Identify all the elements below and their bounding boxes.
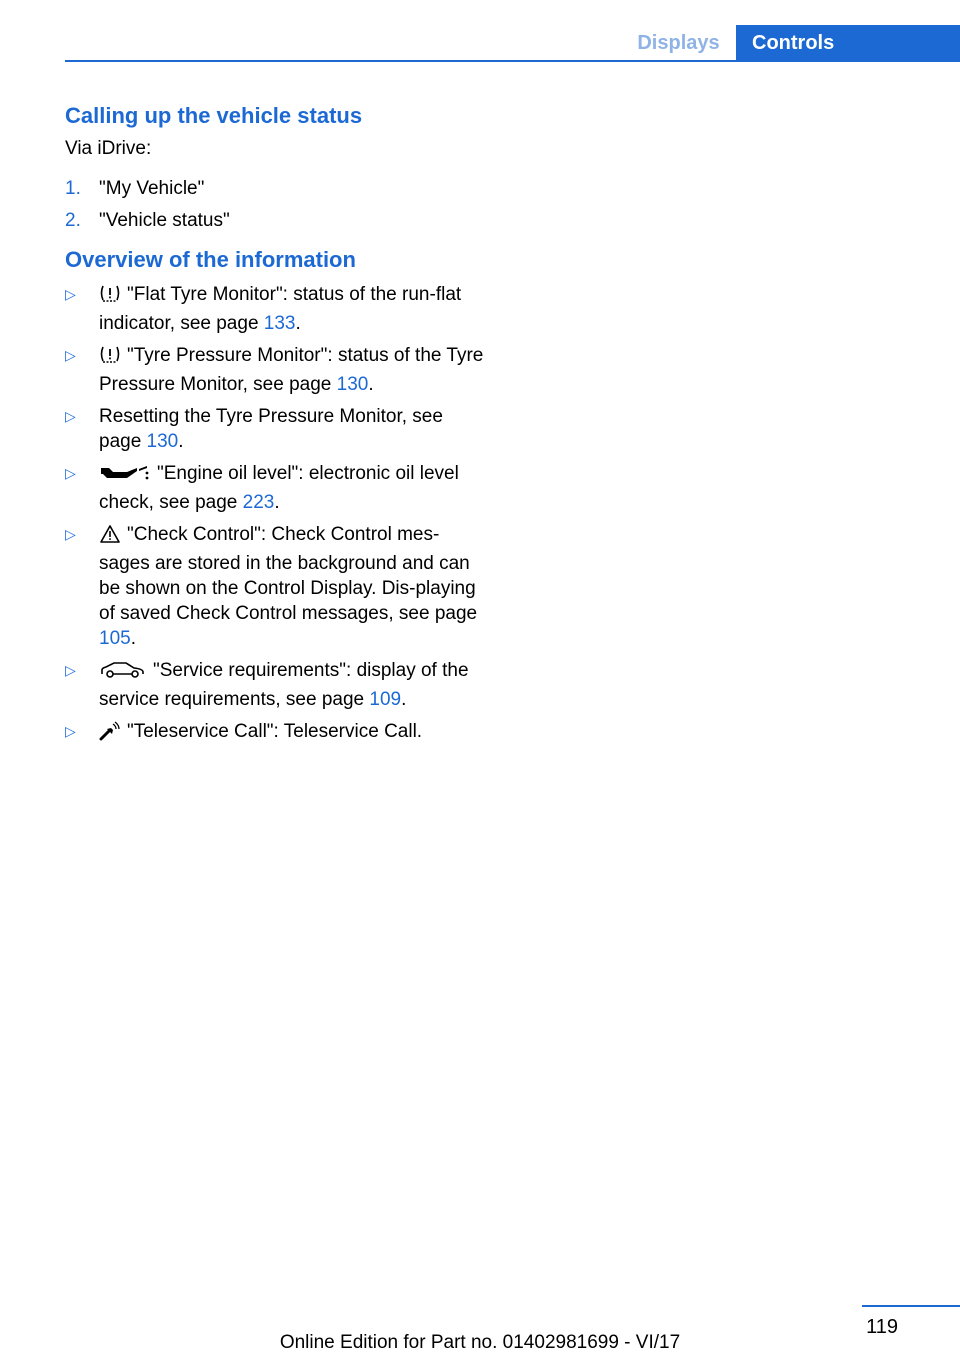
list-item-text (99, 658, 485, 712)
header-rule (65, 60, 960, 62)
list-item (65, 719, 485, 748)
step-number: 2. (65, 210, 81, 231)
bullet-arrow-icon: ▷ (65, 662, 76, 678)
list-item (65, 658, 485, 712)
list-item (65, 461, 485, 515)
car-service-icon (99, 660, 147, 687)
page-ref-link[interactable]: 130 (146, 431, 179, 452)
step-text: "Vehicle status" (99, 210, 230, 231)
page-ref-link[interactable]: 105 (99, 628, 131, 649)
bullet-arrow-icon: ▷ (65, 347, 76, 363)
tyre-warning-icon (99, 345, 121, 372)
item-text: "Engine oil level": electronic oil level check, see page (99, 463, 459, 513)
tyre-warning-icon (99, 284, 121, 311)
wrench-signal-icon (99, 721, 121, 748)
bullet-arrow-icon: ▷ (65, 723, 76, 739)
footer-rule (862, 1305, 960, 1307)
list-item (65, 404, 485, 454)
page-ref-link[interactable]: 109 (369, 689, 402, 710)
list-item (65, 522, 485, 651)
item-text: "Check Control": Check Control mes-sages are stored in the background and can be shown on the Control Display. Dis-playing of saved Check Control messages, see page (99, 524, 478, 624)
item-suffix: . (130, 628, 136, 649)
list-item-text (99, 282, 485, 336)
list-item-text (99, 343, 485, 397)
step-text: "My Vehicle" (99, 178, 205, 199)
bullet-arrow-icon: ▷ (65, 408, 76, 424)
list-item (65, 343, 485, 397)
steps-list (65, 176, 485, 234)
page-ref-link[interactable]: 130 (336, 374, 369, 395)
item-text: "Service requirements": display of the service requirements, see page (99, 660, 469, 710)
step-item (65, 208, 485, 234)
section-title-vehicle-status: Calling up the vehicle status (65, 103, 363, 128)
item-suffix: . (401, 689, 407, 710)
tab-controls[interactable]: Controls (736, 25, 960, 61)
warning-triangle-icon (99, 524, 121, 551)
oil-can-icon (99, 463, 151, 490)
list-item-text (99, 719, 485, 748)
list-item-text (99, 461, 485, 515)
bullet-arrow-icon: ▷ (65, 465, 76, 481)
section-title-overview: Overview of the information (65, 247, 356, 272)
item-text: Resetting the Tyre Pressure Monitor, see page (99, 406, 443, 452)
list-item-text (99, 404, 485, 454)
page-content (65, 100, 485, 755)
page-ref-link[interactable]: 133 (263, 313, 296, 334)
list-item-text (99, 522, 485, 651)
list-item (65, 282, 485, 336)
item-text: "Flat Tyre Monitor": status of the run-flat indicator, see page (99, 284, 462, 334)
page-ref-link[interactable]: 223 (242, 492, 275, 513)
tab-displays[interactable]: Displays (637, 31, 720, 54)
item-suffix: . (368, 374, 374, 395)
bullet-arrow-icon: ▷ (65, 526, 76, 542)
page-number: 119 (866, 1316, 898, 1338)
step-number: 1. (65, 178, 81, 199)
item-text: "Tyre Pressure Monitor": status of the Tyre Pressure Monitor, see page (99, 345, 484, 395)
item-suffix: . (178, 431, 184, 452)
step-item (65, 176, 485, 202)
item-suffix: . (295, 313, 301, 334)
edition-footer: Online Edition for Part no. 01402981699 - VI/17 (279, 1332, 681, 1353)
intro-text: Via iDrive: (65, 138, 152, 159)
item-suffix: . (274, 492, 280, 513)
bullet-arrow-icon: ▷ (65, 286, 76, 302)
overview-list (65, 282, 485, 748)
item-text: "Teleservice Call": Teleservice Call. (127, 721, 423, 742)
